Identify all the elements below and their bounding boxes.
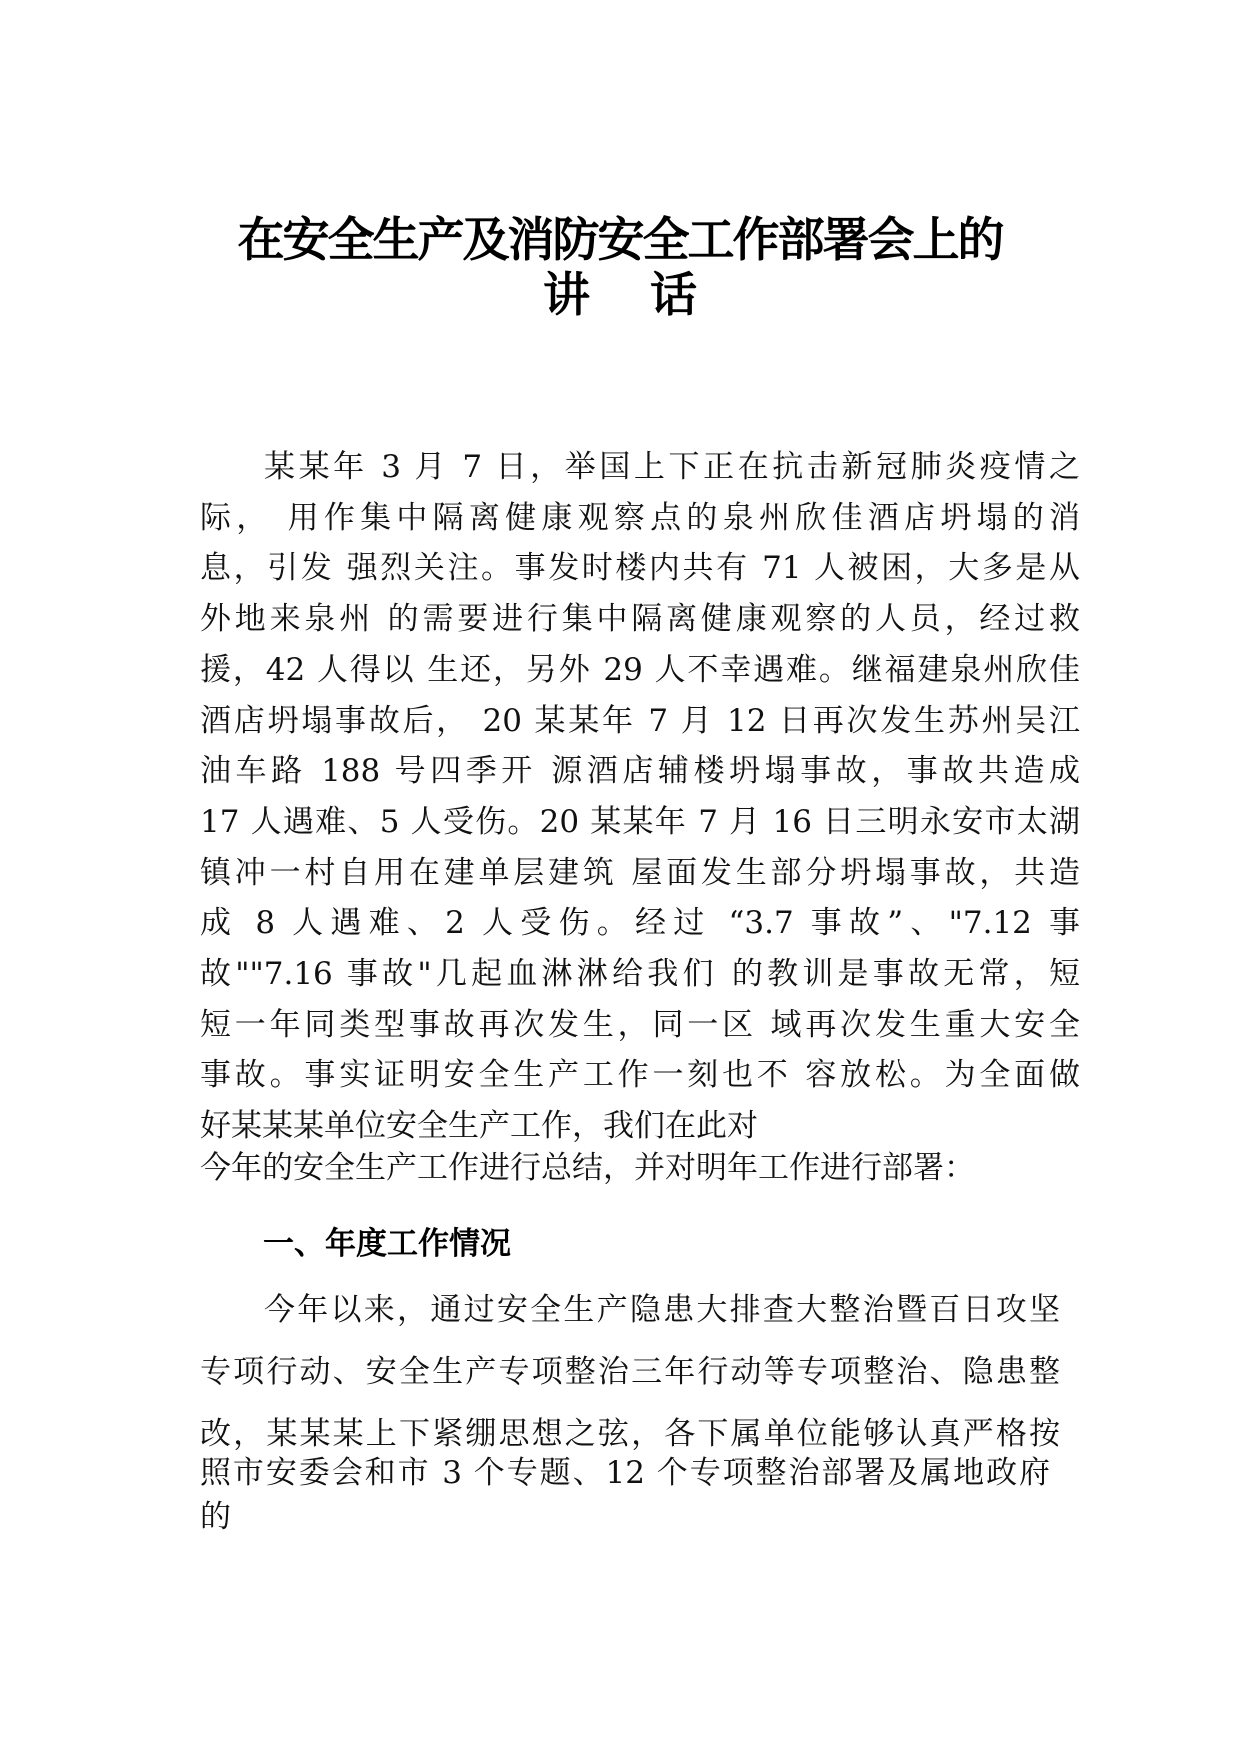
paragraph-line: 短一年同类型事故再次发生，同一区 域再次发生重大安全 bbox=[200, 1006, 1080, 1043]
paragraph-line: 事故。事实证明安全生产工作一刻也不 容放松。为全面做 bbox=[200, 1057, 1080, 1094]
paragraph-line: 镇冲一村自用在建单层建筑 屋面发生部分坍塌事故，共造 bbox=[200, 854, 1080, 891]
paragraph-line: 际， 用作集中隔离健康观察点的泉州欣佳酒店坍塌的消 bbox=[200, 499, 1080, 536]
paragraph-line: 故""7.16 事故"几起血淋淋给我们 的教训是事故无常，短 bbox=[200, 956, 1080, 993]
paragraph-line: 今年以来，通过安全生产隐患大排查大整治暨百日攻坚 bbox=[264, 1292, 1060, 1328]
paragraph-line: 外地来泉州 的需要进行集中隔离健康观察的人员，经过救 bbox=[200, 601, 1080, 638]
paragraph-line: 息，引发 强烈关注。事发时楼内共有 71 人被困，大多是从 bbox=[200, 550, 1080, 587]
paragraph-line: 成 8 人遇难、2 人受伤。经过 “3.7 事故”、"7.12 事 bbox=[200, 905, 1080, 942]
paragraph-line: 17 人遇难、5 人受伤。20 某某年 7 月 16 日三明永安市太湖 bbox=[200, 803, 1080, 840]
paragraph-line: 油车路 188 号四季开 源酒店辅楼坍塌事故，事故共造成 bbox=[200, 753, 1080, 790]
paragraph-line: 某某年 3 月 7 日，举国上下正在抗击新冠肺炎疫情之 bbox=[264, 449, 1080, 485]
paragraph-line: 照市安委会和市 3 个专题、12 个专项整治部署及属地政府 bbox=[200, 1455, 1050, 1491]
paragraph-line: 专项行动、安全生产专项整治三年行动等专项整治、隐患整 bbox=[200, 1354, 1060, 1390]
section-heading: 一、年度工作情况 bbox=[263, 1226, 511, 1262]
section-paragraph bbox=[200, 1279, 1060, 1465]
summary-paragraph: 今年的安全生产工作进行总结，并对明年工作进行部署： bbox=[200, 1150, 975, 1186]
document-title-subtitle: 讲话 bbox=[543, 268, 757, 323]
intro-paragraph bbox=[200, 442, 1080, 1152]
paragraph-line: 酒店坍塌事故后， 20 某某年 7 月 12 日再次发生苏州吴江 bbox=[200, 702, 1080, 739]
paragraph-line: 好某某某单位安全生产工作，我们在此对 bbox=[200, 1108, 758, 1145]
paragraph-line: 的 bbox=[200, 1499, 231, 1535]
document-title: 在安全生产及消防安全工作部署会上的 bbox=[237, 213, 1003, 268]
paragraph-line: 援，42 人得以 生还，另外 29 人不幸遇难。继福建泉州欣佳 bbox=[200, 651, 1080, 688]
paragraph-line: 改，某某某上下紧绷思想之弦，各下属单位能够认真严格按 bbox=[200, 1416, 1060, 1452]
continuation-paragraph bbox=[200, 1451, 1050, 1539]
